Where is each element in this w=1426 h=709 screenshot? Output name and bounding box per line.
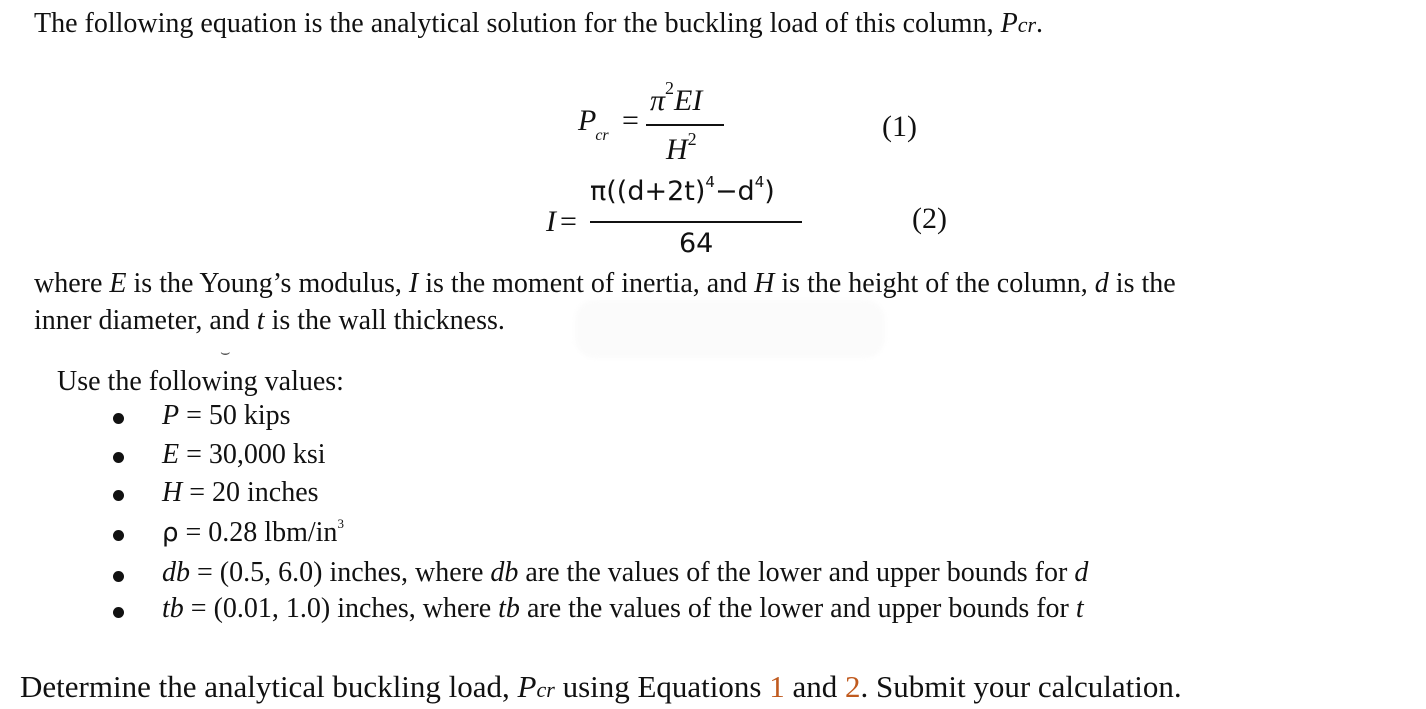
- bullet-icon: [113, 530, 124, 541]
- values-heading: Use the following values:: [57, 366, 344, 397]
- value-item-h: H = 20 inches: [162, 477, 319, 508]
- eq2-fraction-line: [590, 221, 802, 223]
- value-item-db: db = (0.5, 6.0) inches, where db are the values of the lower and upper bounds for d: [162, 557, 1089, 588]
- definitions-line-1: where E is the Young’s modulus, I is the moment of inertia, and H is the height of the column, d is the: [34, 268, 1176, 299]
- eq1-lhs-sub: cr: [595, 127, 609, 144]
- eq1-numerator: $\pi^2EI$: [650, 78, 703, 117]
- eq1-fraction-line: [646, 124, 724, 126]
- definitions-line-2: inner diameter, and t is the wall thickness.: [34, 305, 505, 336]
- smudge-mark: [575, 300, 885, 358]
- bullet-icon: [113, 452, 124, 463]
- caret-mark: ⌣: [220, 344, 231, 361]
- eq1-denominator-exp: 2: [687, 129, 697, 149]
- eq1-equals: =: [622, 104, 639, 137]
- intro-text: The following equation is the analytical solution for the buckling load of this column,: [34, 8, 1001, 39]
- eq1-numerator-tail: EI: [674, 84, 703, 117]
- eq2-equals: =: [560, 205, 577, 238]
- eq1-number: (1): [882, 110, 917, 143]
- task-instruction: Determine the analytical buckling load, Pcr using Equations 1 and 2. Submit your calculation.: [20, 669, 1182, 704]
- intro-end: .: [1036, 8, 1044, 39]
- eq1-lhs: $P_{cr}$: [578, 104, 609, 144]
- bullet-icon: [113, 490, 124, 501]
- eq1-numerator-exp: 2: [665, 78, 675, 98]
- bullet-icon: [113, 413, 124, 424]
- eq2-numerator: $\pi((d+2t)^4-d^4)$: [590, 173, 775, 207]
- value-item-rho: ρ = 0.28 lbm/$in^3$: [162, 516, 344, 548]
- intro-symbol: P: [1000, 8, 1018, 39]
- eq2-numerator-exp1: 4: [705, 173, 715, 191]
- intro-symbol-sub: cr: [1017, 12, 1037, 37]
- bullet-icon: [113, 571, 124, 582]
- eq2-denominator: 64: [679, 228, 714, 259]
- equation-ref-2[interactable]: 2: [845, 669, 861, 704]
- value-item-tb: tb = (0.01, 1.0) inches, where tb are the values of the lower and upper bounds for t: [162, 593, 1084, 624]
- equation-ref-1[interactable]: 1: [769, 669, 785, 704]
- intro-line: [34, 6, 1043, 43]
- eq2-number: (2): [912, 202, 947, 235]
- value-item-p: P = 50 kips: [162, 400, 291, 431]
- eq2-numerator-exp2: 4: [754, 173, 765, 191]
- value-item-e: E = 30,000 ksi: [162, 439, 326, 470]
- bullet-icon: [113, 607, 124, 618]
- eq1-denominator: $H^2$: [666, 129, 697, 166]
- eq2-lhs: I: [546, 205, 556, 238]
